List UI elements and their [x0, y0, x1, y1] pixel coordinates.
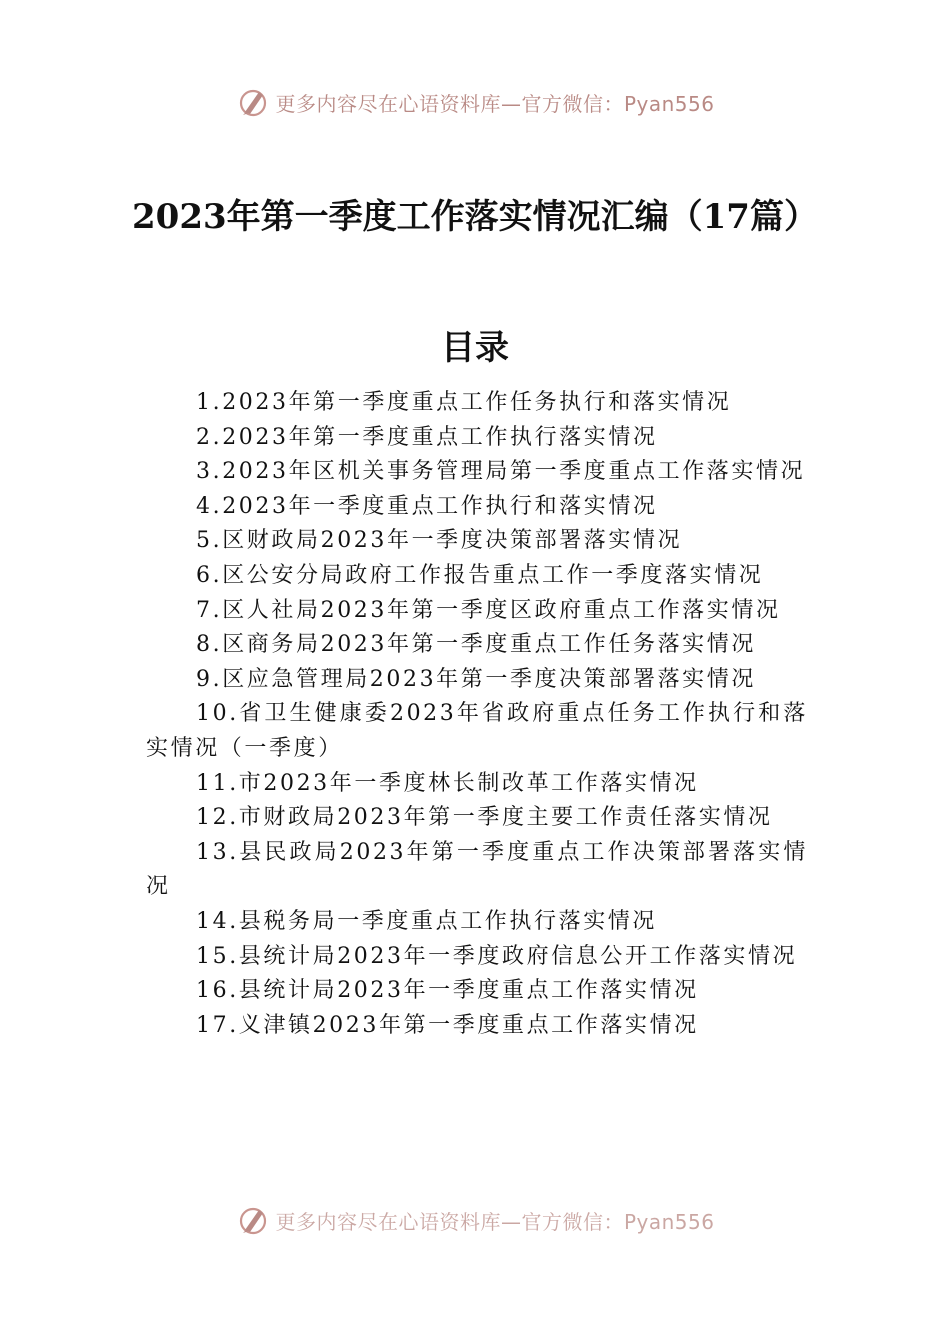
watermark-text: 更多内容尽在心语资料库—官方微信：Pyan556: [275, 91, 715, 116]
toc-item[interactable]: 14.县税务局一季度重点工作执行落实情况: [196, 908, 657, 934]
toc-item[interactable]: 6.区公安分局政府工作报告重点工作一季度落实情况: [196, 562, 764, 588]
toc-item[interactable]: 8.区商务局2023年第一季度重点工作任务落实情况: [196, 632, 756, 658]
footer-watermark: [0, 1203, 950, 1237]
toc-item[interactable]: 9.区应急管理局2023年第一季度决策部署落实情况: [196, 666, 756, 692]
toc-item[interactable]: 12.市财政局2023年第一季度主要工作责任落实情况: [196, 805, 773, 831]
pen-nib-logo-icon: [235, 1203, 271, 1237]
table-of-contents: [146, 386, 808, 1043]
toc-item[interactable]: 7.区人社局2023年第一季度区政府重点工作落实情况: [196, 597, 781, 623]
pen-nib-logo-icon: [235, 84, 271, 120]
toc-item[interactable]: 16.县统计局2023年一季度重点工作落实情况: [196, 978, 699, 1004]
document-title: 2023年第一季度工作落实情况汇编（17篇）: [132, 197, 818, 237]
toc-item[interactable]: 4.2023年一季度重点工作执行和落实情况: [196, 493, 658, 519]
toc-item[interactable]: 1.2023年第一季度重点工作任务执行和落实情况: [196, 390, 732, 415]
toc-item[interactable]: 13.县民政局2023年第一季度重点工作决策部署落实情况: [146, 839, 808, 900]
toc-item[interactable]: 3.2023年区机关事务管理局第一季度重点工作落实情况: [196, 459, 806, 485]
toc-heading: 目录: [441, 328, 509, 368]
toc-item[interactable]: 10.省卫生健康委2023年省政府重点任务工作执行和落实情况（一季度）: [146, 701, 808, 761]
header-watermark: [0, 82, 950, 122]
toc-item[interactable]: 15.县统计局2023年一季度政府信息公开工作落实情况: [196, 943, 798, 969]
toc-item[interactable]: 5.区财政局2023年一季度决策部署落实情况: [196, 528, 683, 554]
toc-item[interactable]: 17.义津镇2023年第一季度重点工作落实情况: [196, 1012, 699, 1038]
watermark-text: 更多内容尽在心语资料库—官方微信：Pyan556: [275, 1209, 715, 1234]
toc-item[interactable]: 11.市2023年一季度林长制改革工作落实情况: [196, 770, 699, 796]
toc-item[interactable]: 2.2023年第一季度重点工作执行落实情况: [196, 424, 658, 450]
